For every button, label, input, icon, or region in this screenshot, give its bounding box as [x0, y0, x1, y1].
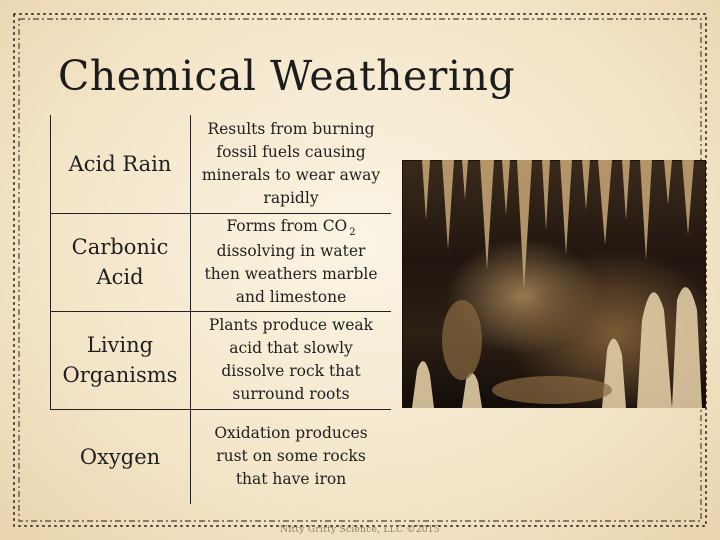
desc-line: and limestone [235, 288, 347, 306]
row-description [191, 115, 392, 213]
name-line: Organisms [62, 363, 178, 387]
desc-line: acid that slowly [229, 339, 353, 357]
row-name [50, 311, 191, 409]
row-description [191, 213, 392, 311]
desc-line: surround roots [232, 385, 350, 403]
row-name: Oxygen [50, 409, 191, 504]
table-row-carbonic-acid [50, 213, 391, 311]
table-row-acid-rain [50, 115, 391, 213]
name-line: Carbonic [71, 235, 169, 259]
desc-line: dissolving in water [216, 242, 366, 260]
footer-credit: Nitty Gritty Science, LLC ©2015 [280, 525, 440, 535]
weathering-table [50, 115, 390, 504]
row-description [191, 311, 392, 409]
subscript: 2 [349, 227, 356, 238]
row-name [50, 213, 191, 311]
desc-line: that have iron [235, 470, 347, 489]
table-row-oxygen [50, 409, 391, 504]
desc-line: Oxidation produces [214, 424, 368, 443]
desc-line: Forms from CO $_2$ [226, 217, 356, 238]
cave-photo [402, 160, 706, 408]
slide-title: Chemical Weathering [58, 52, 516, 100]
row-description [191, 409, 392, 504]
desc-line: then weathers marble [204, 265, 378, 283]
name-line: Acid [96, 265, 144, 289]
desc-line: dissolve rock that [221, 362, 361, 380]
desc-line: Results from burning [207, 119, 375, 138]
desc-line: Plants produce weak [208, 316, 374, 334]
desc-line: rust on some rocks [216, 447, 366, 466]
row-name: Acid Rain [50, 115, 191, 213]
desc-line: fossil fuels causing [216, 142, 366, 161]
name-line: Living [86, 333, 154, 357]
desc-line: rapidly [263, 188, 319, 207]
desc-line: minerals to wear away [201, 165, 381, 184]
table-row-living-organisms [50, 311, 391, 409]
